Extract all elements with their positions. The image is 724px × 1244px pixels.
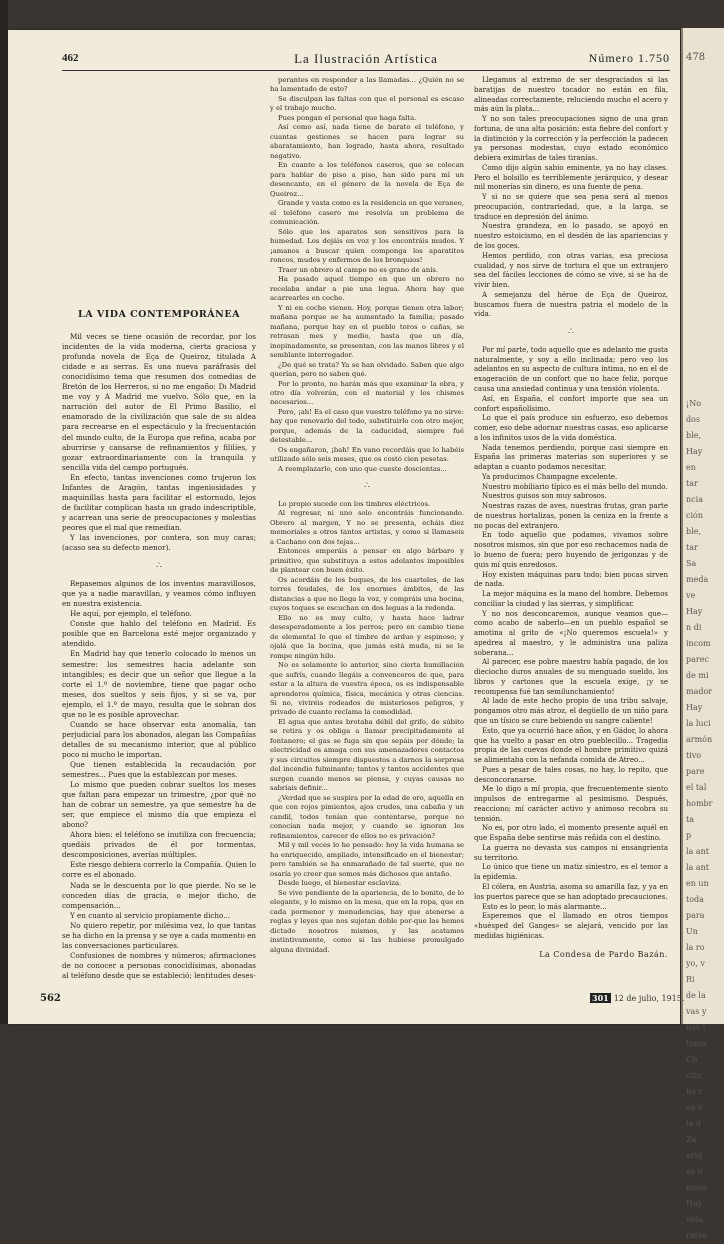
column-1-text bbox=[62, 332, 256, 981]
author-signature: La Condesa de Pardo Bazán. bbox=[539, 949, 668, 959]
next-page-fragment: Za bbox=[686, 1135, 697, 1144]
next-page-fragment: parec bbox=[686, 655, 709, 664]
paragraph: Nuestras razas de aves, nuestras frutas, gran parte de nuestras hortalizas, ponen la ceniza en la frente a no pocas del extranjero. bbox=[474, 502, 668, 530]
paragraph: Y si no se quiere que sea pena será al menos preocupación, contrariedad, que, a la larga, se traduce en depresión del ánimo. bbox=[474, 193, 668, 221]
paragraph: Ahora bien: el teléfono se inutiliza con frecuencia; quedáis privados de él por tormentas, descomposiciones, averías múltiples. bbox=[62, 830, 256, 860]
section-separator: ∴ bbox=[156, 561, 162, 572]
column-3 bbox=[474, 76, 668, 959]
next-page-fragment: incom bbox=[686, 639, 711, 648]
paragraph: En todo aquello que podamos, vivamos sobre nosotros mismos, sin que por eso rechacemos nada de lo bueno de fuera; pero huyendo de jerigonzas y de quis mí quis enredosos. bbox=[474, 531, 668, 569]
paragraph: Mil veces se tiene ocasión de recordar, por los incidentes de la vida moderna, cierta graciosa y profunda novela de Eça de Queiroz, titulada A cidade e as serras. Es una nueva paráfrasis del conocidísimo tema que resumen dos comedias de Bretón de los Herreros, si no me engaño: Dı Madrid me voy y A Madrid me vuelvo. Sólo que, en la narración del autor de El Primo Basilio, el enamorado de la civilización que sale de su aldea para recrearse en el espectáculo y la frecuentación del mundo culto, de la Europa que refina, acaba por aburrirse y cansarse de refinamientos y fililíes, y gozar extraordinariamente con la tranquila y sencilla vida del campo portugués. bbox=[62, 332, 256, 472]
next-page-fragment: de la bbox=[686, 991, 706, 1000]
paragraph: Entonces emperáis a pensar en algo bárbaro y primitivo, que substituya a estos adelantos imposibles de plantear con buen éxito. bbox=[270, 547, 464, 575]
next-page-fragment: maos bbox=[686, 1183, 708, 1192]
paragraph: Desde luego, el bienestar esclaviza. bbox=[278, 879, 402, 888]
footer-box-number: 301 bbox=[592, 993, 609, 1003]
paragraph: Hemos perdido, con otras varias, esa preciosa cualidad, y nos sirve de tortura el que un extranjero sea del fáciles lecciones de cómo se vive, si se ha de vivir bien. bbox=[474, 251, 668, 290]
next-page-fragment: citu bbox=[686, 1071, 702, 1080]
footer-date-text: 12 de julio, 1915. bbox=[613, 994, 685, 1003]
next-page-fragment: la ant bbox=[686, 863, 710, 872]
next-page-fragment: vida bbox=[686, 1215, 703, 1224]
paragraph: Al parecer, ese pobre maestro había pagado, de los dieciocho duros anuales de su menguado sueldo, los libros y cartones que la escuela exige, ¡y se recompensa fué tan semilunchamiento! bbox=[474, 658, 668, 696]
next-page-fragment: n di bbox=[686, 623, 702, 632]
column-1 bbox=[62, 290, 256, 981]
next-page-fragment: en un bbox=[686, 879, 709, 888]
next-page-fragment: p bbox=[686, 831, 692, 840]
paragraph: Repasemos algunos de los inventos maravillosos, que ya a nadie maravillan, y veamos cómo influyen en nuestra existencia. bbox=[62, 579, 256, 609]
issue-number: Número 1.750 bbox=[588, 51, 670, 65]
paragraph: Nuestro mobiliario típico es el más bello del mundo. bbox=[482, 482, 668, 491]
next-page-fragment: ble, bbox=[686, 527, 701, 536]
section-title: LA VIDA CONTEMPORÁNEA bbox=[78, 309, 240, 320]
paragraph: A reemplazarlo, con uno que cueste doscientas... bbox=[278, 464, 447, 473]
next-page-fragment: meda bbox=[686, 575, 709, 584]
section-separator: ∴ bbox=[568, 327, 574, 338]
paragraph: Este riesgo debiera correrlo la Compañía. Quien lo corre es el abonado. bbox=[62, 860, 256, 880]
paragraph: Pues a pesar de tales cosas, no hay, lo repito, que desconcoranarse. bbox=[474, 765, 668, 784]
next-page-fragment: ta bbox=[686, 815, 694, 824]
next-page-fragment: ¡No bbox=[686, 399, 702, 408]
column-2 bbox=[270, 76, 464, 955]
next-page-fragment: Ch bbox=[686, 1055, 698, 1064]
paragraph: El agua que antes brotaba débil del grifo, de súbito se retira y os obliga a llamar precipitadamente al fontanero; el gas se fuga sin que sepáis por dónde; la electricidad os amaga con sus amenazadores contactos y sus circuitos siempre dispuestos a darnos la sorpresa del incendio fulminante; tantos y tantos accidentes que surgen cuando menos se piensa, y cuyas causas no sabríais definir... bbox=[270, 717, 464, 793]
paragraph: Que tienen establecida la recaudación por semestres... Pues que la establezcan por meses. bbox=[62, 759, 256, 780]
paragraph: Traer un obrero al campo no es grano de anís. bbox=[278, 265, 439, 274]
paragraph: Y ni en coche vienen. Hoy, porque tienen otra labor; mañana porque se ha aumentado la familia; pasado mañana, porque hay en el pueblo toros o cañas, se retrasan mes y medio, hasta que un día, inopinadamente, se presentan, con las manos libres y el semblante interrogador. bbox=[270, 303, 464, 360]
paragraph: Esto, que ya ocurrió hace años, y en Gádor, lo ahora que ha vuelto a pasar en otro pueblecillo... Tragedia propia de las cuevas donde el hombre primitivo quizá se alimentaba con la nefanda comida de Atreo... bbox=[474, 726, 668, 765]
paragraph: He aquí, por ejemplo, el teléfono. bbox=[70, 609, 192, 619]
paragraph: Os acordáis de los buques, de los cuarteles, de las torres feudales, de los enormes ámbitos, de las distancias a que no llega la voz, y compráis una bocina, cuyos toques se escuchan en dos leguas a la redonda. bbox=[270, 575, 464, 613]
paragraph: Esto es lo peor, lo más alarmante... bbox=[482, 902, 607, 911]
next-page-fragment: es d bbox=[686, 1167, 703, 1176]
next-page-fragment: ncia bbox=[686, 495, 703, 504]
next-page-fragment: para bbox=[686, 911, 705, 920]
paragraph: Ello no es muy culto, y hasta hace ladrar desesperadamente a los perros; pero en cambio tiene de elemental lo que el timbre de arduo y espinoso; y ojalá que la bocina, que jamás está muda, ni se le rompe ningún hilo. bbox=[270, 613, 464, 660]
paragraph: Se disculpan las faltas con que el personal es escaso y el trabajo mucho. bbox=[270, 94, 464, 113]
paragraph: Se vive pendiente de la apariencia, de lo bonito, de lo elegante, y lo mismo en la mesa, que en la ropa, que en cada pormenor y menudencias, hay que atenerse a reglas y leyes que nos sujetan doble por-que las hemos dictado nosotros mismos, y las acatamos instintivamente, como si las hubiese promulgado alguna divinidad. bbox=[270, 888, 464, 954]
next-page-fragment: toma bbox=[686, 1039, 707, 1048]
next-page-edge bbox=[681, 28, 724, 1240]
next-page-fragment: Hay bbox=[686, 703, 703, 712]
next-page-fragment: mador bbox=[686, 687, 713, 696]
paragraph: Y no nos desconcaremos, aunque veamos que—como acabo de saberlo—en un pueblo español se amotina al grito de «¡No queremos escuela!» y apedrea al maestro, y le administra una paliza soberana... bbox=[474, 609, 668, 657]
paragraph: Ha pasado aquel tiempo en que un obrero no recelaba andar a pie una legua. Ahora hay que acarrearles en coche. bbox=[270, 275, 464, 303]
paragraph: Lo único que tiene un matiz siniestro, es el temor a la epidemia. bbox=[474, 863, 668, 882]
paragraph: Llegamos al extremo de ser desgraciados si las baratijas de nuestro tocador no están en fila, alineadas correctamente, reluciendo mucho el acero y más aún la plata... bbox=[474, 76, 668, 114]
paragraph: Esperemos que el llamado en otros tiempos «huésped del Ganges» se alejará, vencido por las medidas higiénicas. bbox=[474, 912, 668, 940]
next-page-fragment: ción bbox=[686, 511, 704, 520]
section-separator: ∴ bbox=[364, 481, 370, 492]
next-page-number: 478 bbox=[686, 52, 706, 63]
paragraph: En efecto, tantas invenciones como trujeron los Infantes de Aragón, tantas ingeniosidades y maquinillas hasta para facilitar el estornudo, lejos de facilitar complican hasta un grado indescriptible, y acarrean una serie de preocupaciones y molestias peores que el mal que remedian. bbox=[62, 472, 256, 532]
paragraph: Pero, ¡ah! Es el caso que vuestro teléfono ya no sirve: hay que renovarlo del todo, substituirlo con otro mejor, porque, además de la caducidad, siempre fué detestable... bbox=[270, 407, 464, 445]
next-page-fragment: yo, v bbox=[686, 959, 705, 968]
column-3-text bbox=[474, 76, 668, 942]
paragraph: No es solamente lo anterior, sino cierta humillación que sufrís, cuando llegáis a convenceros de que, para estar a la altura de vuestra época, os es indispensable aprenderos química, física, mecánica y otras ciencias. Si no, viviréis rodeados de misteriosos peligros, y privado de cuanto reclama la comodidad. bbox=[270, 661, 464, 717]
paragraph: Lo que el país produce sin esfuerzo, eso debemos comer, eso debe adornar nuestras casas, eso aplicarse a los infinitos usos de la vida doméstica. bbox=[474, 414, 668, 442]
paragraph: La mejor máquina es la mano del hombre. Debemos conciliar la ciudad y las sierras, y simplificar. bbox=[474, 590, 668, 608]
next-page-fragment: de mi bbox=[686, 671, 709, 680]
paragraph: Al regresar, ni uno solo encontráis funcionando. Obrero al margen, Y no se presenta, echáis diez memoriales a otros tantos artistas, y como si llamaseis a Cachano con dos tejas... bbox=[270, 509, 464, 546]
paragraph: La guerra no devasta sus campos ni ensangrienta su territorio. bbox=[474, 843, 668, 862]
paragraph: Por mí parte, todo aquello que es adelanto me gusta naturalmente, y soy a ello inclinada; pero veo los adelantos en su aspecto de cultura íntima, no en el de exageración de un confort que no hace feliz, porque causa una ansiedad continua y una tensión violenta. bbox=[474, 345, 668, 393]
paragraph: No es, por otro lado, el momento presente aquél en que España debe sentirse más reñida con el destino. bbox=[474, 824, 668, 843]
paragraph: Nuestros guisos son muy sabrosos. bbox=[482, 492, 607, 501]
paragraph: Y las invenciones, por contera, son muy caras; (acaso sea su defecto menor). bbox=[62, 532, 256, 553]
next-page-fragment: la ro bbox=[686, 943, 705, 952]
next-page-fragment: la luci bbox=[686, 719, 711, 728]
footer-date bbox=[590, 993, 684, 1003]
next-page-fragment: armón bbox=[686, 735, 713, 744]
paragraph: Lo propio sucede con los timbres eléctricos. bbox=[278, 499, 431, 508]
next-page-fragment: ha r bbox=[686, 1087, 703, 1096]
paragraph: A semejanza del héroe de Eça de Queiroz, buscamos fuera de nuestra patria el modelo de la vida. bbox=[474, 290, 668, 319]
next-page-fragment: su v bbox=[686, 1103, 703, 1112]
paragraph: ¿Verdad que se suspira por la edad de oro, aquella en que con rojos pimientos, ajos crudos, una cabaña y un candil, todos tenían que contentarse, porque no conocían nada mejor, y cuando se ignoran los refinamientos, carecer de ellos no es privación? bbox=[270, 793, 464, 840]
paragraph: Os engañaron, ¡bah! En vano recordáis que lo habéis utilizado sólo seis meses, que os costó cien pesetas. bbox=[270, 445, 464, 464]
next-page-fragment: la ant bbox=[686, 847, 710, 856]
next-page-fragment: Hay bbox=[686, 447, 703, 456]
next-page-fragment: el tal bbox=[686, 783, 707, 792]
paragraph: No quiero repetir, por milésima vez, lo que tantas se ha dicho en la prensa y se oye a cada momento en las conversaciones particulares. bbox=[62, 920, 256, 950]
next-page-fragment: ariq bbox=[686, 1151, 703, 1160]
next-page-fragment: tar bbox=[686, 543, 698, 552]
next-page-fragment: vas y bbox=[686, 1007, 707, 1016]
paragraph: Me lo digo a mí propia, que frecuentemente siento impulsos de entregarme al pesimismo. Después, reacciono; mí carácter activo y animoso recobra su tensión. bbox=[474, 785, 668, 823]
paragraph: Y no son tales preocupaciones signo de una gran fortuna, de una alta posición: esta fiebre del confort y la distinción y la corrección y la perfección la padecen ya personas modestas, cuyo estado económico debiera eximirlas de tales tiranías. bbox=[474, 115, 668, 163]
next-page-fragment: en bbox=[686, 463, 696, 472]
book-binding bbox=[0, 0, 8, 1024]
paragraph: Así como así, nada tiene de barato el teléfono, y cuantas gestiones se hacen para lograr su abaratamiento, han logrado, hasta ahora, resultado negativo. bbox=[270, 123, 464, 160]
paragraph: ¿De qué se trata? Ya se han olvidado. Saben que algo querían, pero no saben qué. bbox=[270, 360, 464, 379]
next-page-fragment: Ri bbox=[686, 975, 695, 984]
paragraph: Confusiones de nombres y números; afirmaciones de no conocer a personas conocidísimas, abonadas al teléfono desde que se estableció; lentitudes deses- bbox=[62, 950, 256, 980]
paragraph: En cuanto a los teléfonos caseros, que se colocan para hablar de piso a piso, han sido para mí un desencanto, en el género de la novela de Eça de Queiroz... bbox=[270, 161, 464, 198]
next-page-fragment: pare bbox=[686, 767, 705, 776]
next-page-fragment: ve bbox=[686, 591, 696, 600]
paragraph: Nada se le descuenta por lo que pierde. No se le conceden días de gracia, o mejor dicho, de compensación... bbox=[62, 880, 256, 910]
paragraph: Ya producimos Champagne excelente. bbox=[482, 472, 618, 481]
next-page-fragments bbox=[683, 396, 724, 1244]
paragraph: Cuando se hace observar esta anomalía, tan perjudicial para los abonados, alegan las Compañías detalles de su mecanismo interior, que al público poco ni mucho le importan. bbox=[62, 719, 256, 759]
paragraph: perantes en responder a las llamadas... ¿Quién no se ha lamentado de esto? bbox=[270, 76, 464, 94]
paragraph: El cólera, en Austria, asoma su amarilla faz, y ya en los puertos parece que se han adoptado precauciones. bbox=[474, 883, 668, 901]
paragraph: Conste que hablo del teléfono en Madrid. Es posible que en Barcelona esté mejor organizado y atendido. bbox=[62, 619, 256, 649]
paragraph: En Madrid hay que tenerlo colocado lo menos un semestre: los semestres hacia adelante son intangibles; es decir que un señor que llegue a la corte el 1.º de noviembre, tiene que pagar ocho meses, dos sueltos y seis fijos, y si se va, por ejemplo, el 1.º de mayo, resulta que le sobran dos que no le es posible aprovechar. bbox=[62, 649, 256, 719]
footer-page-number: 562 bbox=[40, 993, 61, 1004]
next-page-fragment: tivo bbox=[686, 751, 702, 760]
paragraph: Grande y vasta como es la residencia en que veraneo, el teléfono casero me resolvía un problema de comunicación. bbox=[270, 199, 464, 227]
next-page-fragment: hombr bbox=[686, 799, 713, 808]
paragraph: Como dijo algún sabio eminente, ya no hay clases. Pero el bolsillo es terriblemente jerárquico, y desear mil monerías sin dinero, es una fuente de pena. bbox=[474, 163, 668, 192]
magazine-title: La Ilustración Artística bbox=[294, 51, 438, 66]
page-header bbox=[62, 50, 670, 71]
paragraph: Nuestra grandeza, en lo pasado, se apoyó en nuestro estoicismo, en el desdén de las apariencias y de los goces. bbox=[474, 222, 668, 251]
paragraph: Mil y mil veces lo he pensado: hoy la vida humana se ha enriquecido, ampliado, intensificado en el bienestar; pero también se ha enmarañado de tal suerte, que no osaría yo creer que somos más dichosos que antaño. bbox=[270, 841, 464, 878]
next-page-fragment: ble, bbox=[686, 431, 701, 440]
next-page-fragment: rarse bbox=[686, 1231, 708, 1240]
next-page-fragment: Sa bbox=[686, 559, 697, 568]
next-page-fragment: tar bbox=[686, 479, 698, 488]
next-page-fragment: Hay bbox=[686, 607, 703, 616]
page-number: 462 bbox=[62, 52, 79, 64]
next-page-fragment: Un bbox=[686, 927, 698, 936]
paragraph: Así, en España, el confort importe que sea un confort españolísimo. bbox=[474, 394, 668, 413]
next-page-fragment: nas t bbox=[686, 1023, 706, 1032]
next-page-fragment: Hay bbox=[686, 1199, 703, 1208]
paragraph: Y en cuanto al servicio propiamente dicho... bbox=[70, 910, 231, 920]
paragraph: Nada tenemos perdiendo, porque casi siempre en España las primeras materias son superiores y se adaptan a cuanto podamos necesitar. bbox=[474, 443, 668, 472]
paragraph: Pues pongan el personal que haga falta. bbox=[278, 113, 417, 122]
next-page-fragment: dos bbox=[686, 415, 701, 424]
paragraph: Sólo que los aparatos son sensitivos para la humedad. Los dejáis en voz y los encontráis mudos. Y ¡amanos a buscar quien componga los aparatitos roncos, mudos y enfermos de los bronquios! bbox=[270, 227, 464, 265]
next-page-fragment: la d bbox=[686, 1119, 701, 1128]
paragraph: Lo mismo que pueden cobrar sueltos los meses que faltan para empezar un trimestre, ¿por qué no han de cobrar un semestre, ya que semestre ha de ser, que empiece el mismo día que empieza el abono? bbox=[62, 780, 256, 830]
paragraph: Por lo pronto, no harán más que examinar la obra, y otro día volverán, con el material y los chismes necesarios... bbox=[270, 379, 464, 407]
paragraph: Hoy existen máquinas para todo; bien pocas sirven de nada. bbox=[474, 570, 668, 589]
next-page-fragment: toda bbox=[686, 895, 704, 904]
column-2-text bbox=[270, 76, 464, 955]
paragraph: Al lado de este hecho propio de una tribu salvaje, pongamos otro más atroz, el degüello de un niño para que un tísico se cure bebiendo su sangre caliente! bbox=[474, 697, 668, 725]
